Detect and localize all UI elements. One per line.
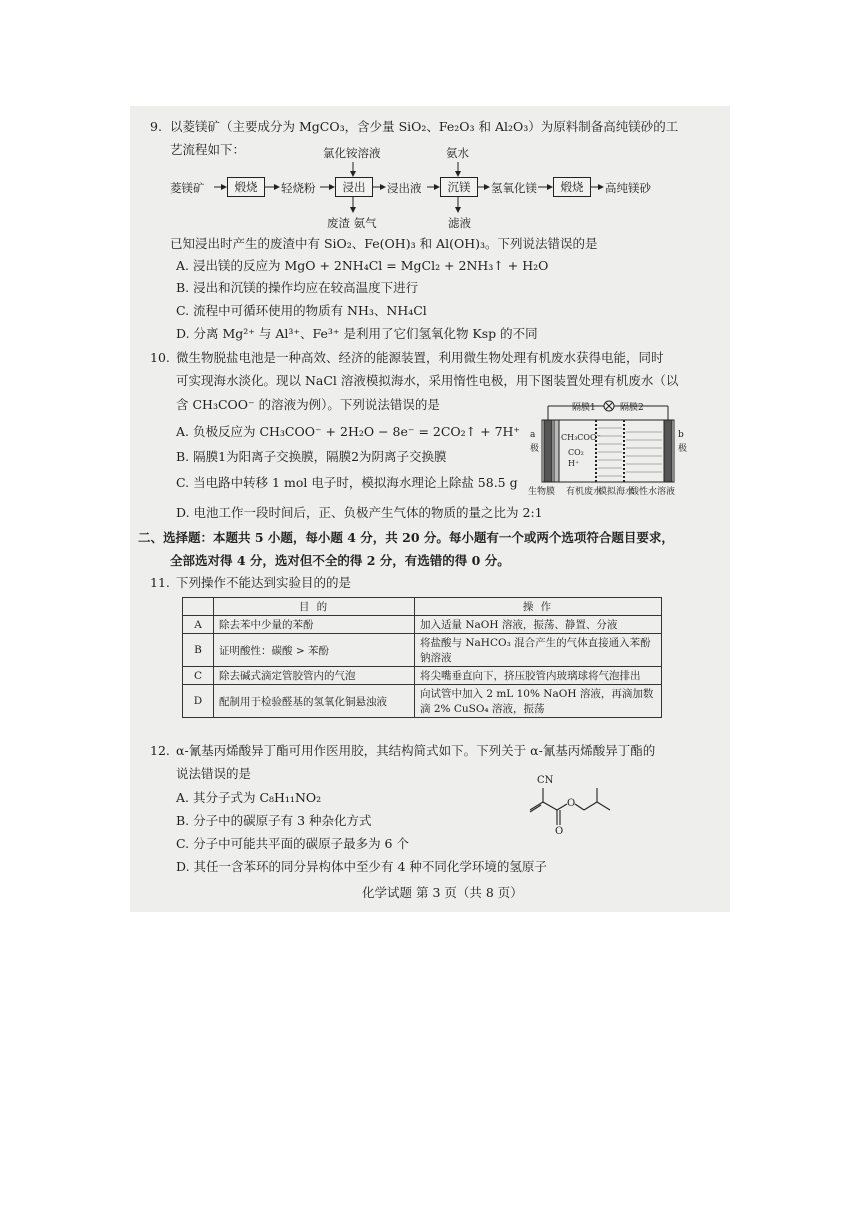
structure-cn-label: CN <box>537 775 554 786</box>
q10-option-a: A. 负极反应为 CH₃COO⁻ + 2H₂O − 8e⁻ = 2CO₂↑ + 7H⁺ <box>176 424 521 439</box>
q12-option-d: D. 其任一含苯环的同分异构体中至少有 4 种不同化学环境的氢原子 <box>176 859 547 874</box>
flow-output-residue: 废渣 氨气 <box>327 216 377 230</box>
flow-step-ore: 菱镁矿 <box>170 181 205 195</box>
q12-stem-line1: α-氰基丙烯酸异丁酯可用作医用胶，其结构简式如下。下列关于 α-氰基丙烯酸异丁酯的 <box>176 743 656 758</box>
q12-option-b: B. 分子中的碳原子有 3 种杂化方式 <box>176 813 372 828</box>
q12-option-a: A. 其分子式为 C₈H₁₁NO₂ <box>176 790 322 805</box>
q12-number: 12. <box>150 743 170 758</box>
table-header-operation: 操 作 <box>415 598 662 616</box>
cell-label-co2: CO₂ <box>568 448 584 457</box>
q10-option-c: C. 当电路中转移 1 mol 电子时，模拟海水理论上除盐 58.5 g <box>176 475 518 490</box>
cell-label-organic: 有机废水 <box>566 487 603 497</box>
q9-given: 已知浸出时产生的废渣中有 SiO₂、Fe(OH)₃ 和 Al(OH)₃。下列说法错误的是 <box>170 236 598 251</box>
flow-reagent-ammonia: 氨水 <box>446 146 469 160</box>
cell-label-h: H⁺ <box>568 459 580 468</box>
flow-reagent-nh4cl: 氯化铵溶液 <box>323 146 381 160</box>
q10-stem-line1: 微生物脱盐电池是一种高效、经济的能源装置，利用微生物处理有机废水获得电能，同时 <box>176 350 664 365</box>
q9-option-b: B. 浸出和沉镁的操作均应在较高温度下进行 <box>176 280 419 295</box>
q9-option-a: A. 浸出镁的反应为 MgO + 2NH₄Cl = MgCl₂ + 2NH₃↑ + H₂O <box>176 258 549 273</box>
structure-drawing <box>506 772 626 838</box>
exam-page <box>130 106 730 912</box>
q9-option-c: C. 流程中可循环使用的物质有 NH₃、NH₄Cl <box>176 303 427 318</box>
cell-label-membrane1: 隔膜1 <box>572 403 596 413</box>
q11-stem: 下列操作不能达到实验目的的是 <box>176 575 352 590</box>
q12-stem-line2: 说法错误的是 <box>176 766 252 781</box>
flow-box-precipitate: 沉镁 <box>440 177 478 197</box>
q10-number: 10. <box>150 350 170 365</box>
table-row: A 除去苯中少量的苯酚 加入适量 NaOH 溶液，振荡、静置、分液 <box>183 616 662 634</box>
q9-stem-line2: 艺流程如下： <box>170 142 246 157</box>
flow-step-leachate: 浸出液 <box>387 181 422 195</box>
cell-label-electrode-a: a极 <box>530 430 540 454</box>
flow-box-leach: 浸出 <box>335 177 373 197</box>
q11-table <box>182 597 662 718</box>
q9-number: 9. <box>150 119 162 134</box>
table-row: C 除去碱式滴定管胶管内的气泡 将尖嘴垂直向下，挤压胶管内玻璃球将气泡排出 <box>183 667 662 685</box>
page-footer: 化学试题 第 3 页（共 8 页） <box>362 885 523 900</box>
section2-heading-line2: 全部选对得 4 分，选对但不全的得 2 分，有选错的得 0 分。 <box>170 553 510 568</box>
flow-step-light-powder: 轻烧粉 <box>281 181 316 195</box>
table-row: D 配制用于检验醛基的氢氧化铜悬浊液 向试管中加入 2 mL 10% NaOH 溶液，再滴加数滴 2% CuSO₄ 溶液，振荡 <box>183 685 662 718</box>
q9-stem-line1: 以菱镁矿（主要成分为 MgCO₃，含少量 SiO₂、Fe₂O₃ 和 Al₂O₃）为原料制备高纯镁砂的工 <box>170 119 679 134</box>
cell-label-acetate: CH₃COO⁻ <box>561 433 601 442</box>
table-header-row <box>183 598 662 616</box>
q12-structure-formula <box>506 772 626 838</box>
q12-option-c: C. 分子中可能共平面的碳原子最多为 6 个 <box>176 836 409 851</box>
cell-label-acidic: 酸性水溶液 <box>630 487 676 497</box>
cell-drawing <box>528 398 694 498</box>
q11-number: 11. <box>150 575 170 590</box>
flow-step-product: 高纯镁砂 <box>605 181 651 195</box>
cell-label-seawater: 模拟海水 <box>598 487 635 497</box>
structure-o-ester: O <box>567 798 576 809</box>
cell-label-electrode-b: b极 <box>678 430 688 454</box>
flow-arrows <box>130 106 730 236</box>
table-header-purpose: 目 的 <box>214 598 415 616</box>
structure-o-carbonyl: O <box>555 826 564 837</box>
q10-stem-line2: 可实现海水淡化。现以 NaCl 溶液模拟海水，采用惰性电极，用下图装置处理有机废水（以 <box>176 373 679 388</box>
cell-label-biofilm: 生物膜 <box>528 487 556 497</box>
q10-cell-diagram <box>528 398 694 498</box>
flow-output-filtrate: 滤液 <box>448 216 471 230</box>
q10-option-b: B. 隔膜1为阳离子交换膜，隔膜2为阴离子交换膜 <box>176 449 447 464</box>
flow-box-calcine1: 煅烧 <box>227 177 265 197</box>
q9-option-d: D. 分离 Mg²⁺ 与 Al³⁺、Fe³⁺ 是利用了它们氢氧化物 Ksp 的不同 <box>176 326 538 341</box>
cell-label-membrane2: 隔膜2 <box>620 403 644 413</box>
table-row: B 证明酸性：碳酸 > 苯酚 将盐酸与 NaHCO₃ 混合产生的气体直接通入苯酚钠溶液 <box>183 634 662 667</box>
flow-box-calcine2: 煅烧 <box>553 177 591 197</box>
section2-heading-line1: 二、选择题：本题共 5 小题，每小题 4 分，共 20 分。每小题有一个或两个选项符合题目要求， <box>138 530 674 545</box>
q10-option-d: D. 电池工作一段时间后，正、负极产生气体的物质的量之比为 2:1 <box>176 505 543 520</box>
flow-step-mgoh2: 氢氧化镁 <box>491 181 537 195</box>
q10-stem-line3: 含 CH₃COO⁻ 的溶液为例）。下列说法错误的是 <box>176 397 440 412</box>
